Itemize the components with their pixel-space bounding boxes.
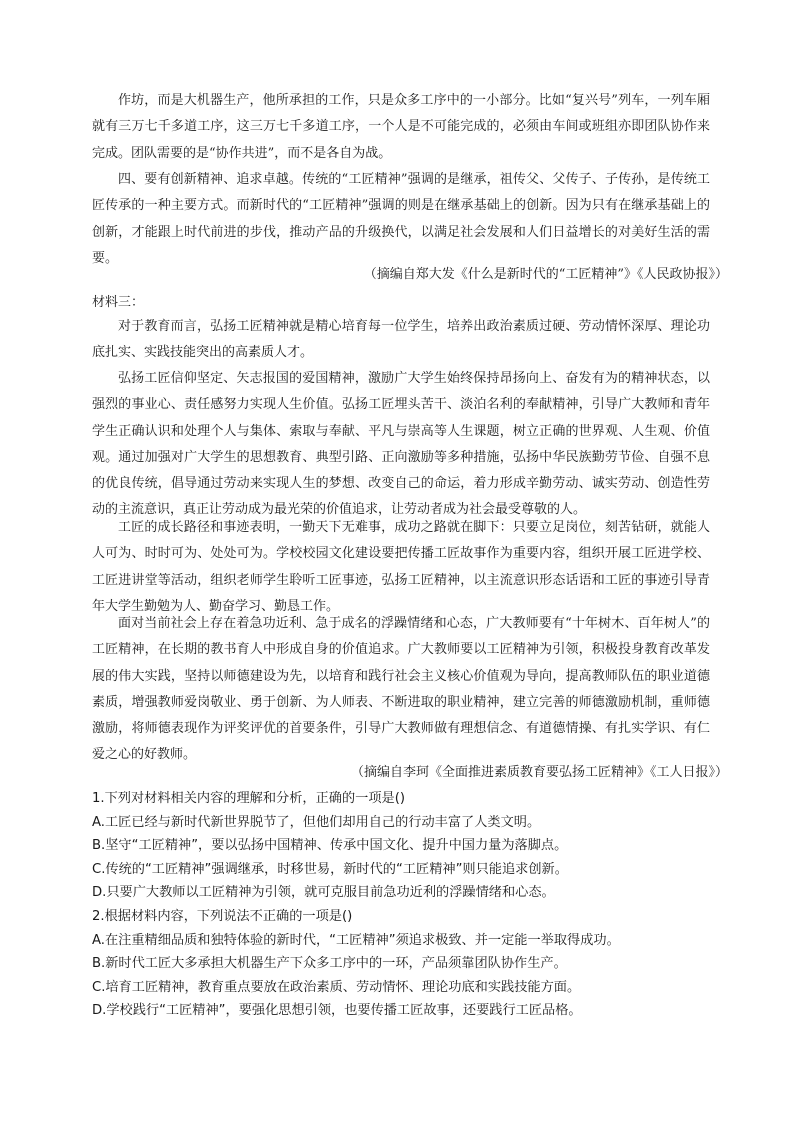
question-2 [92,905,732,1023]
passage-paragraph-5: 工匠的成长路径和事迹表明，一勤天下无难事，成功之路就在脚下：只要立足岗位，刻苦钻研，就能人人可为、时时可为、处处可为。学校校园文化建设要把传播工匠故事作为重要内容，组织开展工匠进学校、工匠进讲堂等活动，组织老师学生聆听工匠事迹，弘扬工匠精神，以主流意识形态话语和工匠的事迹引导青年大学生勤勉为人、勤奋学习、勤恳工作。 [92,520,710,614]
question-1-option-b: B.坚守“工匠精神”，要以弘扬中国精神、传承中国文化、提升中国力量为落脚点。 [92,838,568,853]
passage-paragraph-4: 弘扬工匠信仰坚定、矢志报国的爱国精神，激励广大学生始终保持昂扬向上、奋发有为的精神状态，以强烈的事业心、责任感努力实现人生价值。弘扬工匠埋头苦干、淡泊名利的奉献精神，引导广大教师和青年学生正确认识和处理个人与集体、索取与奉献、平凡与崇高等人生课题，树立正确的世界观、人生观、价值观。通过加强对广大学生的思想教育、典型引路、正向激励等多种措施，弘扬中华民族勤劳节俭、自强不息的优良传统，倡导通过劳动来实现人生的梦想、改变自己的命运，着力形成辛勤劳动、诚实劳动、创造性劳动的主流意识，真正让劳动成为最光荣的价值追求，让劳动者成为社会最受尊敬的人。 [92,371,710,518]
passage-paragraph-3: 对于教育而言，弘扬工匠精神就是精心培育每一位学生，培养出政治素质过硬、劳动情怀深厚、理论功底扎实、实践技能突出的高素质人才。 [92,319,710,361]
passage-paragraph-2: 四、要有创新精神、追求卓越。传统的“工匠精神”强调的是继承，祖传父、父传子、子传孙，是传统工匠传承的一种主要方式。而新时代的“工匠精神”强调的则是在继承基础上的创新。因为只有在继承基础上的创新，才能跟上时代前进的步伐，推动产品的升级换代，以满足社会发展和人们日益增长的对美好生活的需要。 [92,172,710,266]
question-2-option-d: D.学校践行“工匠精神”，要强化思想引领，也要传播工匠故事，还要践行工匠品格。 [92,1003,582,1018]
question-2-option-a: A.在注重精细品质和独特体验的新时代，“工匠精神”须追求极致、并一定能一举取得成功。 [92,932,620,948]
question-2-option-c: C.培育工匠精神，教育重点要放在政治素质、劳动情怀、理论功底和实践技能方面。 [92,979,581,995]
passage-paragraph-1: 作坊，而是大机器生产，他所承担的工作，只是众多工序中的一小部分。比如“复兴号”列车，一列车厢就有三万七千多道工序，这三万七千多道工序，一个人是不可能完成的，必须由车间或班组亦即团队协作来完成。团队需要的是“协作共进”，而不是各自为战。 [92,93,710,161]
question-2-option-b: B.新时代工匠大多承担大机器生产下众多工序中的一环，产品须靠团队协作生产。 [92,956,567,971]
question-1-option-c: C.传统的“工匠精神”强调继承，时移世易，新时代的“工匠精神”则只能追求创新。 [92,861,568,877]
passage-source-2: （摘编自李珂《全面推进素质教育要弘扬工匠精神》《工人日报》） [350,765,728,780]
question-1-option-a: A.工匠已经与新时代新世界脱节了，但他们却用自己的行动丰富了人类文明。 [92,814,541,830]
question-2-stem: 2.根据材料内容，下列说法不正确的一项是() [92,909,353,924]
question-1-option-d: D.只要广大教师以工匠精神为引领，就可克服目前急功近利的浮躁情绪和心态。 [92,885,555,900]
material-3-label: 材料三： [92,295,145,310]
question-1 [92,787,732,905]
passage-paragraph-6: 面对当前社会上存在着急功近利、急于成名的浮躁情绪和心态，广大教师要有“十年树木、百年树人”的工匠精神，在长期的教书育人中形成自身的价值追求。广大教师要以工匠精神为引领，积极投身教育改革发展的伟大实践，坚持以师德建设为先，以培育和践行社会主义核心价值观为导向，提高教师队伍的职业道德素质，增强教师爱岗敬业、勇于创新、为人师表、不断进取的职业精神，建立完善的师德激励机制，重师德激励，将师德表现作为评奖评优的首要条件，引导广大教师做有理想信念、有道德情操、有扎实学识、有仁爱之心的好教师。 [92,616,710,763]
question-1-stem: 1.下列对材料相关内容的理解和分析，正确的一项是() [92,791,405,806]
passage-source-1: （摘编自郑大发《什么是新时代的“工匠精神”》《人民政协报》） [363,267,728,282]
